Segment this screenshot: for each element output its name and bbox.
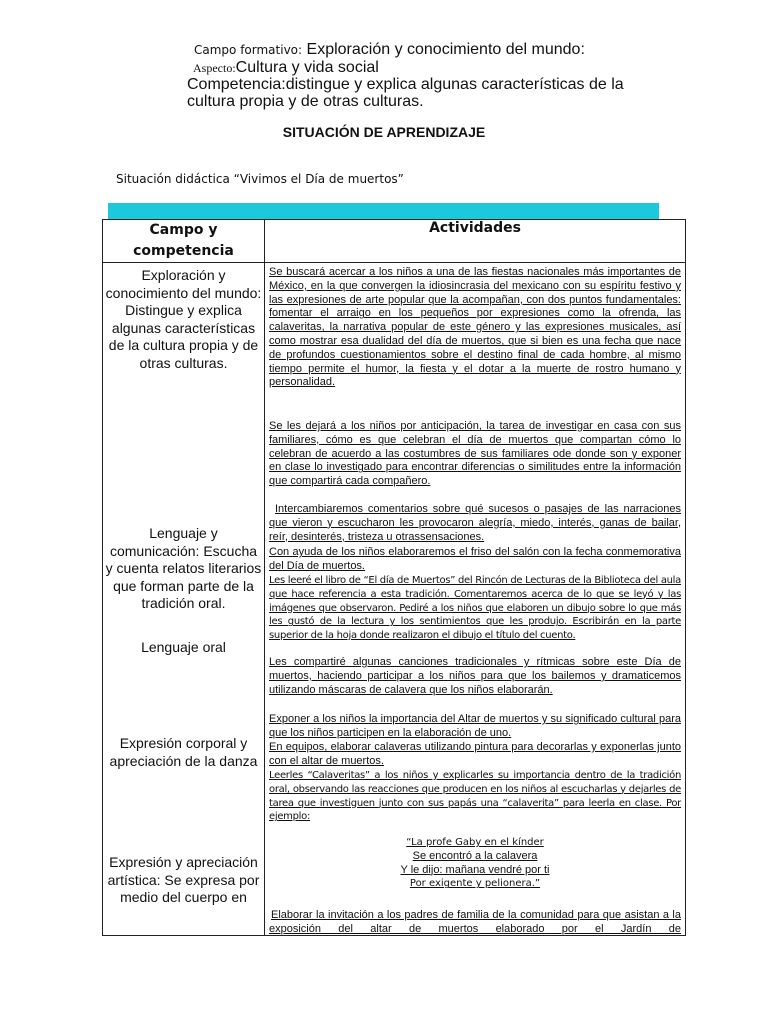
activity-paragraph: Les leeré el libro de “El día de Muertos” del Rincón de Lecturas de la Biblioteca del aula que hace referencia a esta tradición. Comentaremos acerca de lo que se leyó y las imágenes que observaron. Pediré a los niños que elaboren un dibujo sobre lo que más les gustó de la lectura y los sentimientos que les produjo. Escribirán en la parte superior de la hoja donde realizaron el dibujo el título del cuento. [269, 575, 681, 642]
campo-formativo-value: Exploración y conocimiento del mundo: [306, 41, 585, 58]
campo-formativo-label: Campo formativo: [194, 43, 303, 57]
activity-paragraph: Se les dejará a los niños por anticipación, la tarea de investigar en casa con sus familiares, cómo es que celebran el día de muertos que compartan cómo lo celebran de acuerdo a las costumbres de sus familiares ode donde son y exponer en clase lo investigado para encontrar diferencias o similitudes entre la información que compartirá cada compañero. [269, 420, 681, 488]
poem-line: Y le dijo: mañana vendré por ti [400, 863, 550, 876]
competencia-line-1: Competencia:distingue y explica algunas características de la [187, 76, 624, 93]
campo-column [103, 263, 265, 936]
left-block-lenguaje: Lenguaje y comunicación: Escucha y cuenta relatos literarios que forman parte de la tradición oral. [105, 525, 262, 611]
aspecto-label: Aspecto: [193, 61, 236, 75]
left-block-expresion-corporal: Expresión corporal y apreciación de la danza [109, 735, 258, 769]
left-block-expresion-artistica: Expresión y apreciación artística: Se expresa por medio del cuerpo en [107, 854, 260, 905]
activity-paragraph: Con ayuda de los niños elaboraremos el friso del salón con la fecha conmemorativa del Día de muertos. [269, 546, 681, 572]
activities-table [102, 219, 686, 936]
aspecto-value: Cultura y vida social [235, 59, 379, 76]
calaverita-poem [269, 836, 681, 891]
activity-paragraph: En equipos, elaborar calaveras utilizando pintura para decorarlas y exponerlas junto con el altar de muertos. [269, 741, 681, 767]
situacion-title: SITUACIÓN DE APRENDIZAJE [282, 124, 486, 140]
activity-paragraph: Leerles “Calaveritas” a los niños y explicarles su importancia dentro de la tradición oral, observando las reacciones que producen en los niños al escucharlas y dejarles de tarea que investiguen junto con sus papás una “calaverita” para leerla en clase. Por ejemplo: [269, 770, 681, 823]
campo-formativo-line [194, 41, 585, 59]
actividades-column [265, 263, 686, 936]
left-block-exploracion: Exploración y conocimiento del mundo: Distingue y explica algunas características de la cultura propia y de otras culturas. [105, 267, 262, 371]
activity-paragraph: Exponer a los niños la importancia del Altar de muertos y su significado cultural para que los niños participen en la elaboración de uno. [269, 713, 681, 739]
activity-paragraph: Les compartiré algunas canciones tradicionales y rítmicas sobre este Día de muertos, haciendo participar a los niños para que los bailemos y dramaticemos utilizando máscaras de calavera que los niños elaborarán. [269, 656, 681, 696]
col-header-campo: Campo y competencia [103, 220, 265, 263]
competencia-line-2: cultura propia y de otras culturas. [187, 93, 424, 110]
poem-line: Se encontró a la calavera [412, 849, 538, 862]
poem-line: Por exigente y pelionera.” [409, 878, 541, 890]
accent-bar [108, 203, 659, 219]
poem-line: “La profe Gaby en el kínder [406, 837, 544, 848]
activity-paragraph: Se buscará acercar a los niños a una de las fiestas nacionales más importantes de México, en la que convergen la idiosincrasia del mexicano con su espíritu festivo y las expresiones de arte popular que la acompañan, con dos puntos fundamentales: fomentar el arraigo en los pequeños por expresiones como la ofrenda, las calaveritas, la narrativa popular de este género y las expresiones musicales, así como mostrar esa dualidad del día de muertos, que si bien es una fecha que nace de profundos cuestionamientos sobre el destino final de cada hombre, al mismo tiempo permite el humor, la fiesta y el dotar a la muerte de rostro humano y personalidad. [269, 266, 681, 389]
activity-paragraph: Elaborar la invitación a los padres de familia de la comunidad para que asistan a la exposición del altar de muertos elaborado por el Jardín de [269, 909, 681, 935]
activity-paragraph: Intercambiaremos comentarios sobre qué sucesos o pasajes de las narraciones que vieron y escucharon les provocaron alegría, miedo, interés, ganas de bailar, reír, desinterés, tristeza u otrassensaciones. [269, 503, 681, 543]
aspecto-line [193, 59, 379, 77]
col-header-actividades: Actividades [265, 220, 686, 263]
didactica-title: Situación didáctica “Vivimos el Día de muertos” [116, 172, 404, 186]
left-block-lenguaje-oral: Lenguaje oral [141, 639, 226, 655]
